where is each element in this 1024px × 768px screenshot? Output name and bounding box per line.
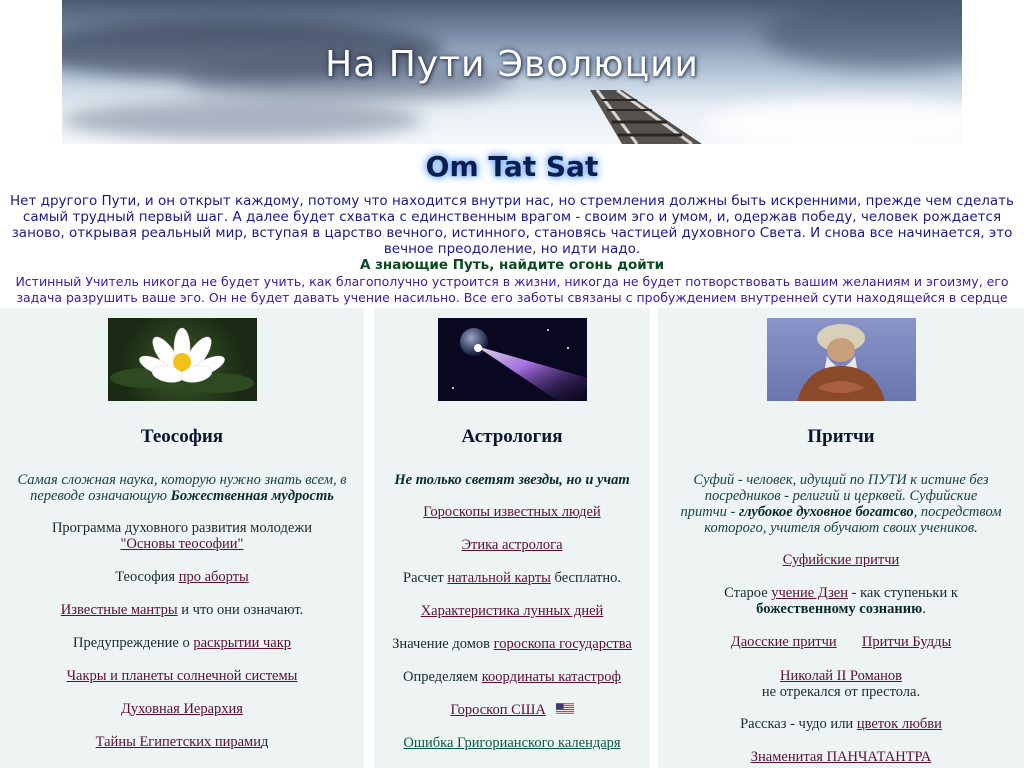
- celebrity-horoscopes-item: [374, 504, 650, 520]
- chakra-opening-link[interactable]: раскрытии чакр: [193, 635, 291, 651]
- disasters-item: Определяем координаты катастроф: [403, 669, 621, 685]
- natal-chart-item: Расчет натальной карты бесплатно.: [403, 570, 621, 586]
- state-horoscope-link[interactable]: гороскопа государства: [493, 636, 632, 652]
- buddha-parables-link[interactable]: Притчи Будды: [861, 634, 952, 650]
- zen-item: Старое учение Дзен - как ступеньки к божественному сознанию.: [724, 585, 958, 617]
- lunar-days-link[interactable]: Характеристика лунных дней: [420, 603, 604, 619]
- panchatantra-item: [658, 749, 1024, 765]
- abortion-link[interactable]: про аборты: [178, 569, 249, 585]
- lunar-days-item: [374, 603, 650, 619]
- hierarchy-item: [0, 701, 364, 717]
- header-banner: [62, 0, 962, 144]
- calendar-item: [374, 735, 650, 751]
- ethics-item: [374, 537, 650, 553]
- lotus-image[interactable]: [108, 318, 257, 401]
- lotus-icon: [108, 318, 257, 401]
- egypt-pyramids-link[interactable]: Тайны Египетских пирами: [95, 734, 261, 750]
- theosophy-column: [0, 308, 364, 768]
- parables-title: Притчи: [807, 426, 875, 447]
- love-flower-link[interactable]: цветок любви: [856, 716, 942, 732]
- celebrity-horoscopes-link[interactable]: Гороскопы известных людей: [423, 504, 601, 520]
- pyramids-item: Тайны Египетских пирамид: [95, 734, 269, 750]
- zen-teaching-link[interactable]: учение Дзен: [771, 585, 848, 601]
- intro-text: Нет другого Пути, и он открыт каждому, потому что находится внутри нас, но стремления должны быть искренними, прежде чем сделать самый трудный первый шаг. А далее будет схватка с единственным врагом - своим эго и умом, и, одержав победу, человек рождается заново, открывая реальный мир, вступая в царство вечного, истинного, становясь частицей духовного Света. И снова все начинается, это вечное преодоление, но идти надо.: [10, 193, 1014, 257]
- sufi-parables-item: [658, 552, 1024, 568]
- theosophy-basics-link[interactable]: "Основы теософии": [120, 536, 244, 552]
- chakras-planets-item: [0, 668, 364, 684]
- disaster-coordinates-link[interactable]: координаты катастроф: [481, 669, 621, 685]
- mantras-item: Известные мантры и что они означают.: [60, 602, 304, 618]
- youth-program-item: Программа духовного развития молодежи "Основы теософии": [51, 520, 313, 552]
- tao-buddha-item: [658, 634, 1024, 650]
- teacher-text: Истинный Учитель никогда не будет учить, как благополучно устроится в жизни, никогда не будет потворствовать вашим желаниям и эгоизму, его задача разрушить ваше эго. Он не будет давать учение насильно. Все его заботы связаны с пробуждением внутренней сути находящейся в сердце: [15, 274, 1009, 305]
- theosophy-description: Самая сложная наука, которую нужно знать всем, в переводе означающую Божественная мудрость: [17, 472, 347, 504]
- gregorian-calendar-link[interactable]: Ошибка Григорианского календаря: [403, 735, 621, 751]
- sufi-parables-link[interactable]: Суфийские притчи: [782, 552, 900, 568]
- love-flower-item: Рассказ - чудо или цветок любви: [740, 716, 942, 732]
- sufi-description: Суфий - человек, идущий по ПУТИ к истине без посредников - религий и церквей. Суфийские притчи - глубокое духовное богатсво, посредством которого, учителя обучают своих учеников.: [680, 472, 1002, 536]
- astrology-subtitle: Не только светят звезды, но и учат: [394, 472, 630, 488]
- parables-column: [658, 308, 1024, 768]
- banner-title: На Пути Эволюции: [325, 44, 699, 85]
- sufi-figure-icon: [767, 318, 916, 401]
- tao-parables-link[interactable]: Даосские притчи: [730, 634, 837, 650]
- sufi-image[interactable]: [767, 318, 916, 401]
- page-title: Om Tat Sat: [425, 150, 599, 183]
- mantras-link[interactable]: Известные мантры: [60, 602, 178, 618]
- motto-text: А знающие Путь, найдите огонь дойти: [359, 257, 665, 273]
- usa-horoscope-link[interactable]: Гороскоп США: [450, 702, 546, 718]
- nicholas-item: Николай II Романов не отрекался от престола.: [761, 668, 921, 700]
- state-horoscope-item: Значение домов гороскопа государства: [392, 636, 632, 652]
- spiritual-hierarchy-link[interactable]: Духовная Иерархия: [121, 701, 243, 717]
- astrologer-ethics-link[interactable]: Этика астролога: [461, 537, 563, 553]
- astrology-title: Астрология: [461, 426, 563, 447]
- chakra-warning-item: Предупреждение о раскрытии чакр: [73, 635, 291, 651]
- usa-flag-icon: [556, 703, 574, 715]
- nicholas-romanov-link[interactable]: Николай II Романов: [780, 668, 902, 684]
- natal-chart-link[interactable]: натальной карты: [447, 570, 551, 586]
- comet-icon: [438, 318, 587, 401]
- chakras-planets-link[interactable]: Чакры и планеты солнечной системы: [66, 668, 298, 684]
- astrology-column: [374, 308, 650, 768]
- comet-image[interactable]: [438, 318, 587, 401]
- panchatantra-link[interactable]: Знаменитая ПАНЧАТАНТРА: [750, 749, 932, 765]
- usa-horoscope-item: [374, 702, 650, 718]
- abortion-item: Теософия про аборты: [115, 569, 249, 585]
- theosophy-title: Теософия: [140, 426, 224, 447]
